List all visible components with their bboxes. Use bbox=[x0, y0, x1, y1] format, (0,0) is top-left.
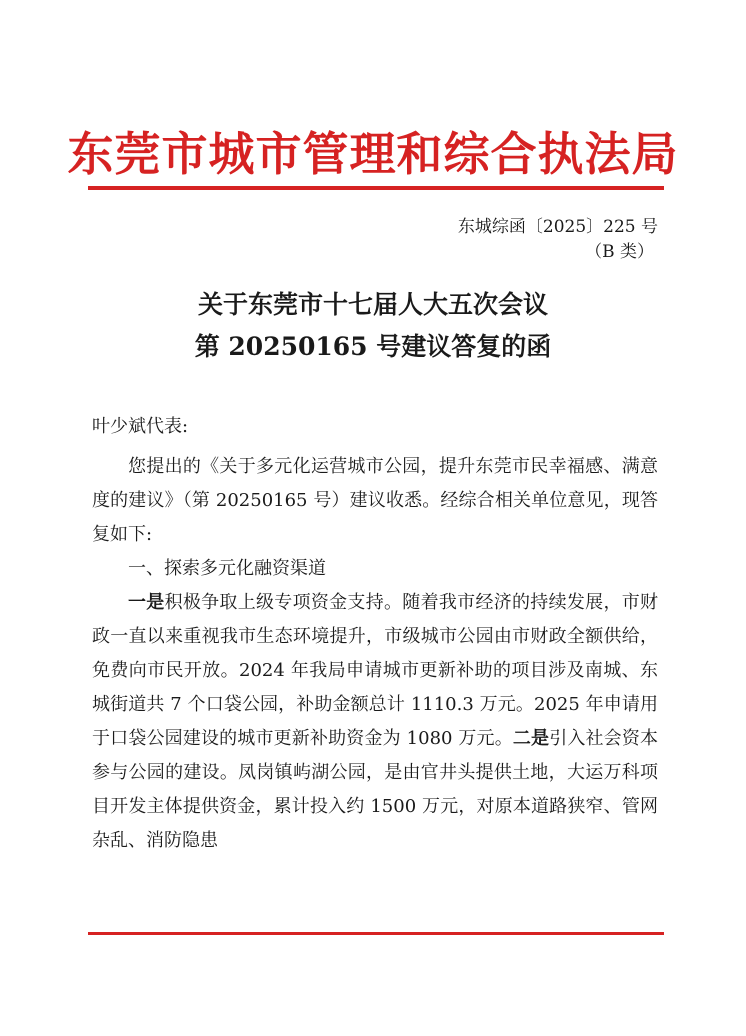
letter-subject bbox=[0, 284, 746, 368]
paragraph-text-1: 随着我市经济的持续发展，市财政一直以来重视我市生态环境提升，市级城市公园由市财政全额供给，免费向市民开放。2024 年我局申请城市更新补助的项目涉及南城、东城街道共 7 个口袋公园，补助金额总计 1110.3 万元。2025 年申请用于口袋公园建设的城市更新补助资金为 1080 万元。 bbox=[92, 592, 659, 749]
lead-marker-2: 二是 bbox=[512, 728, 550, 749]
header-red-rule bbox=[88, 186, 664, 190]
letter-body bbox=[92, 410, 658, 858]
lead-text-2: 引入社会资本参与公园的建设。 bbox=[92, 728, 659, 783]
section-heading: 一、探索多元化融资渠道 bbox=[128, 558, 326, 579]
lead-marker-1: 一是 bbox=[128, 592, 165, 613]
subject-line-2: 第 20250165 号建议答复的函 bbox=[194, 332, 552, 361]
doc-class: （B 类） bbox=[585, 242, 654, 262]
body-paragraph bbox=[92, 586, 658, 858]
footer-red-rule bbox=[88, 932, 664, 935]
org-title: 东莞市城市管理和综合执法局 bbox=[67, 127, 679, 181]
doc-number: 东城综函〔2025〕225 号 bbox=[457, 217, 658, 237]
paragraph-text-2: 凤岗镇屿湖公园，是由官井头提供土地，大运万科项目开发主体提供资金，累计投入约 1500 万元，对原本道路狭窄、管网杂乱、消防隐患 bbox=[92, 762, 659, 851]
salutation: 叶少斌代表: bbox=[92, 416, 189, 437]
lead-text-1: 积极争取上级专项资金支持。 bbox=[164, 592, 403, 613]
subject-line-1: 关于东莞市十七届人大五次会议 bbox=[197, 290, 548, 319]
intro-paragraph: 您提出的《关于多元化运营城市公园，提升东莞市民幸福感、满意度的建议》（第 20250165 号）建议收悉。经综合相关单位意见，现答复如下: bbox=[92, 456, 658, 545]
